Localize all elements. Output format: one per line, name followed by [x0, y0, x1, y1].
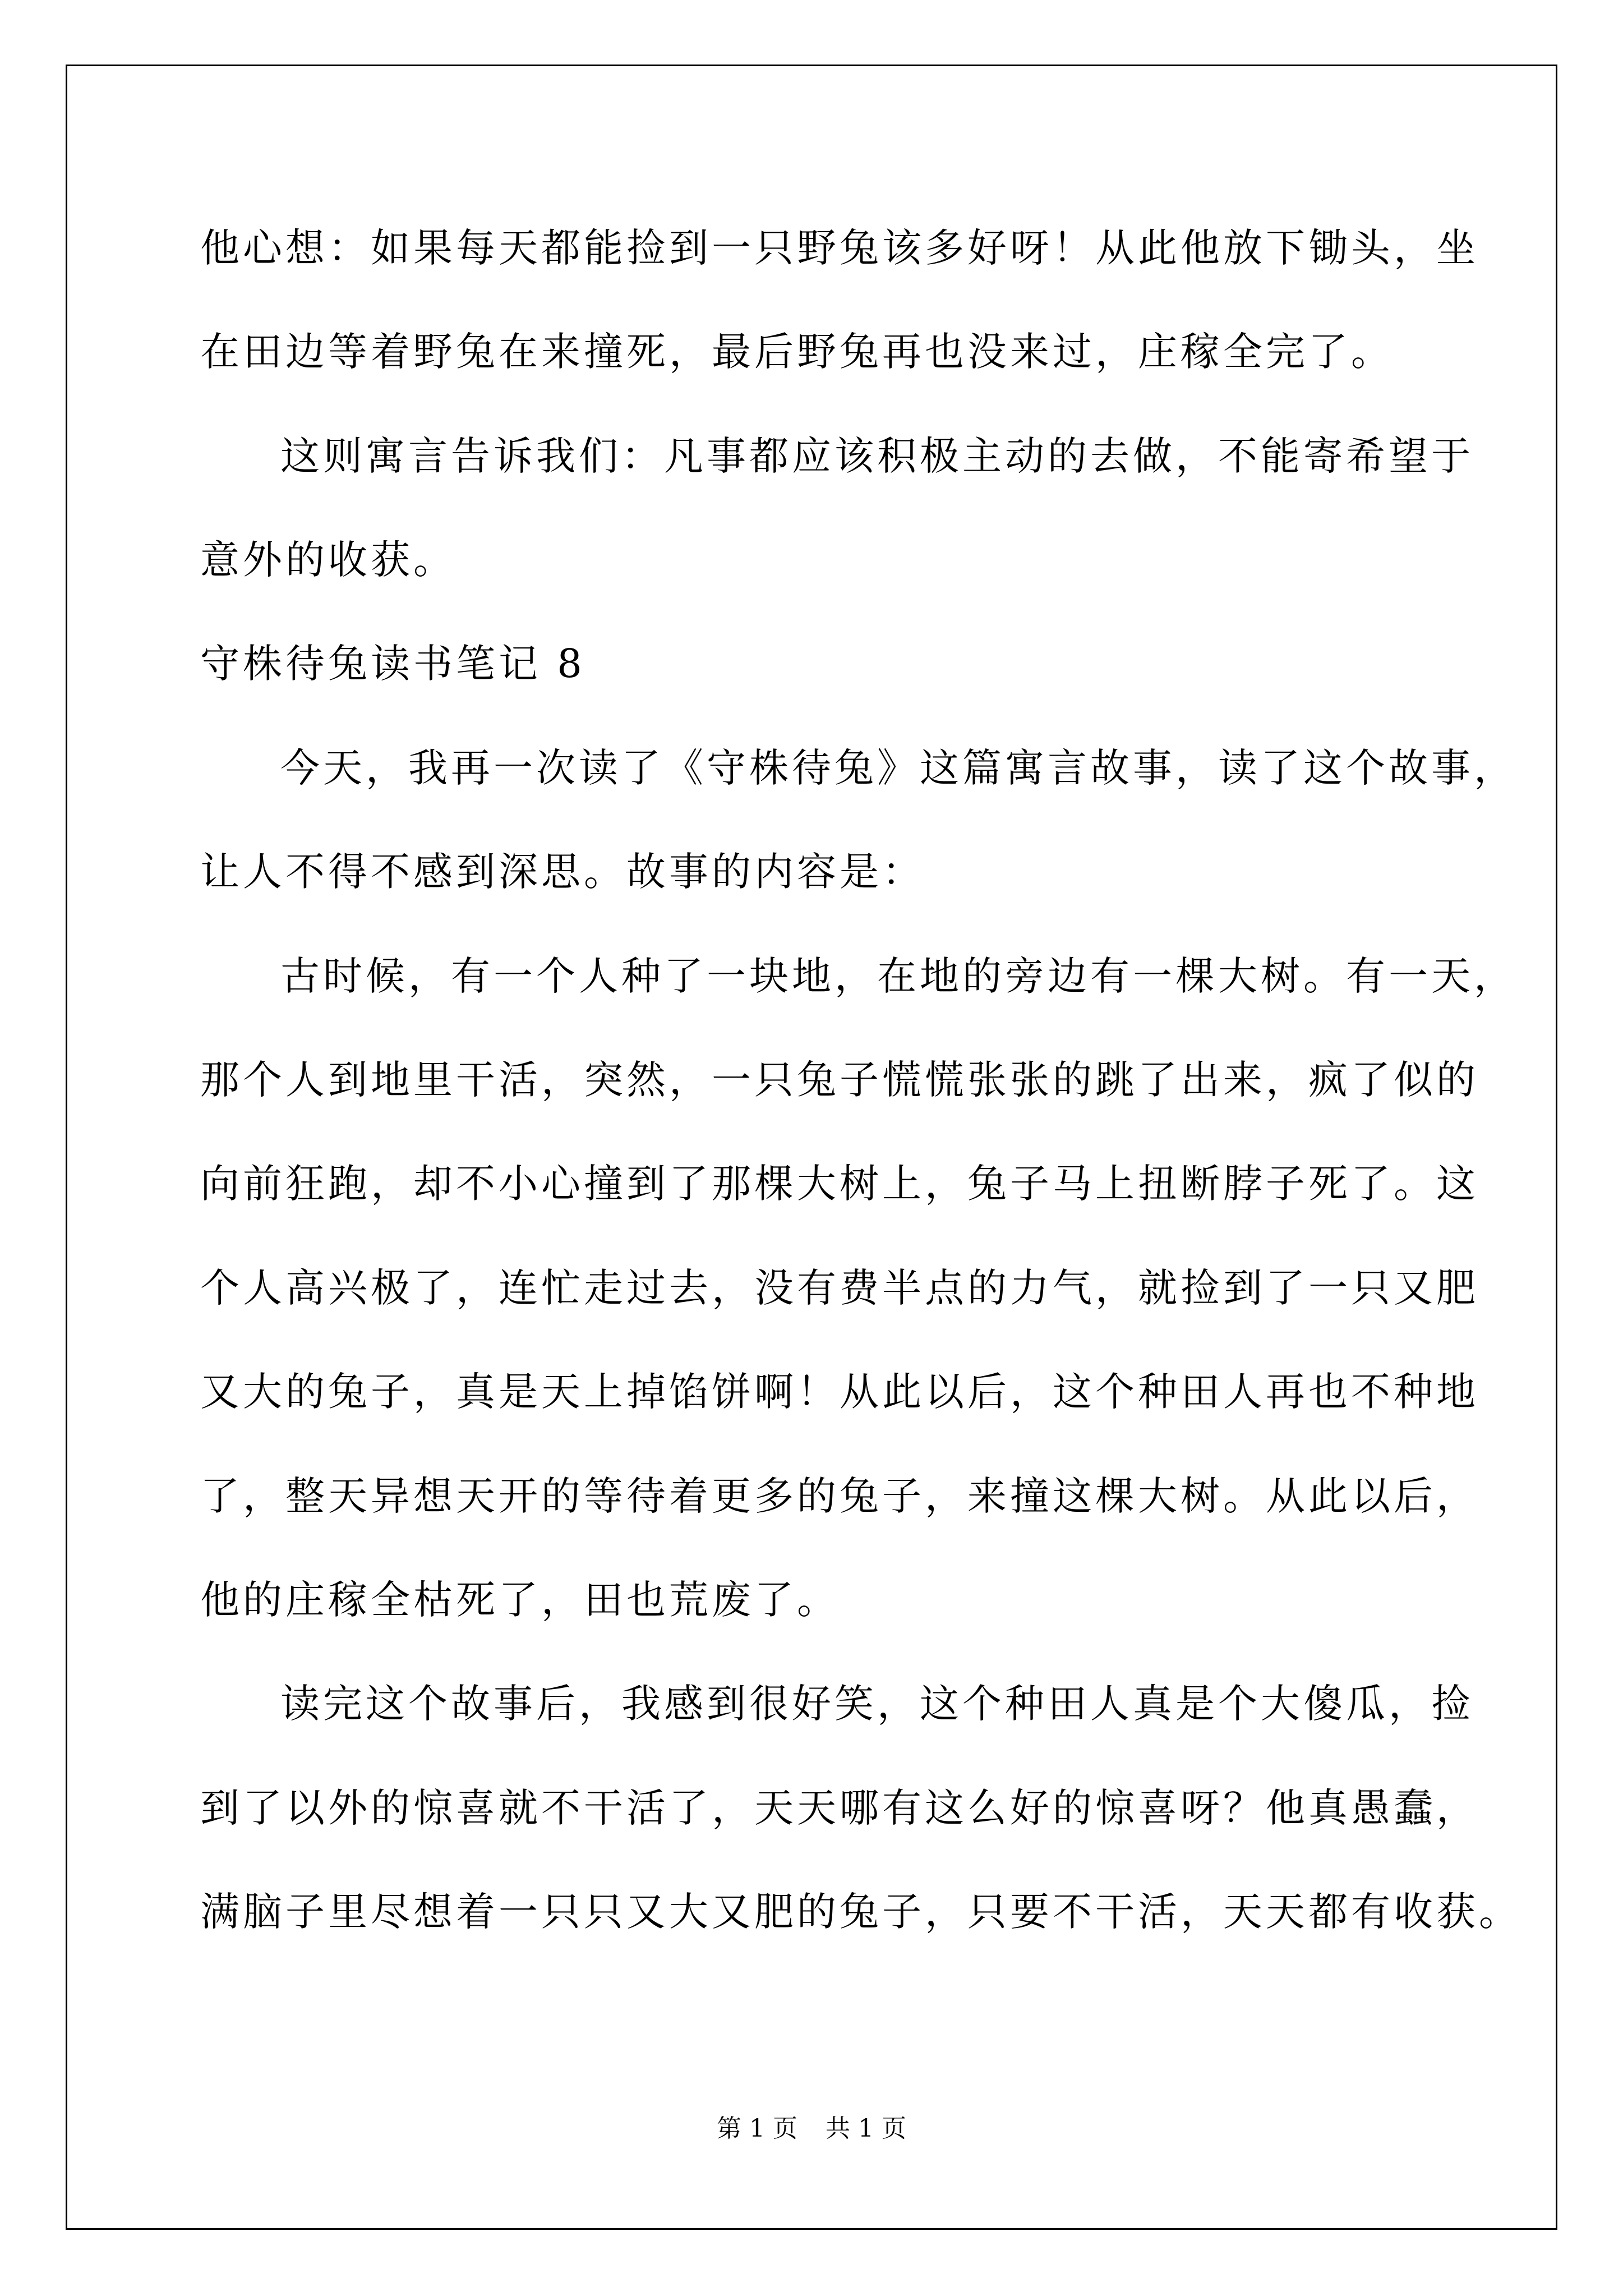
text-line-16: 到了以外的惊喜就不干活了，天天哪有这么好的惊喜呀？他真愚蠢， — [200, 1785, 1479, 1831]
text-line-10: 向前狂跑，却不小心撞到了那棵大树上，兔子马上扭断脖子死了。这 — [200, 1161, 1479, 1207]
section-heading: 守株待兔读书笔记 8 — [200, 641, 585, 687]
text-line-4: 意外的收获。 — [200, 537, 456, 583]
text-line-6: 今天，我再一次读了《守株待兔》这篇寓言故事，读了这个故事， — [280, 745, 1516, 791]
text-line-7: 让人不得不感到深思。故事的内容是： — [200, 849, 925, 895]
text-line-14: 他的庄稼全枯死了，田也荒废了。 — [200, 1577, 840, 1623]
text-line-11: 个人高兴极了，连忙走过去，没有费半点的力气，就捡到了一只又肥 — [200, 1265, 1479, 1311]
text-line-2: 在田边等着野兔在来撞死，最后野兔再也没来过，庄稼全完了。 — [200, 329, 1394, 375]
text-line-13: 了，整天异想天开的等待着更多的兔子，来撞这棵大树。从此以后， — [200, 1473, 1479, 1519]
page-total: 共 1 页 — [826, 2114, 906, 2143]
page-footer — [0, 2112, 1623, 2146]
text-line-1: 他心想：如果每天都能捡到一只野兔该多好呀！从此他放下锄头，坐 — [200, 225, 1479, 271]
text-line-15: 读完这个故事后，我感到很好笑，这个种田人真是个大傻瓜，捡 — [280, 1681, 1474, 1727]
text-line-17: 满脑子里尽想着一只只又大又肥的兔子，只要不干活，天天都有收获。 — [200, 1889, 1521, 1935]
text-line-12: 又大的兔子，真是天上掉馅饼啊！从此以后，这个种田人再也不种地 — [200, 1369, 1479, 1415]
text-line-9: 那个人到地里干活，突然，一只兔子慌慌张张的跳了出来，疯了似的 — [200, 1057, 1479, 1103]
text-line-8: 古时候，有一个人种了一块地，在地的旁边有一棵大树。有一天， — [280, 953, 1516, 999]
page-number: 第 1 页 — [717, 2114, 797, 2143]
text-line-3: 这则寓言告诉我们：凡事都应该积极主动的去做，不能寄希望于 — [280, 433, 1474, 479]
